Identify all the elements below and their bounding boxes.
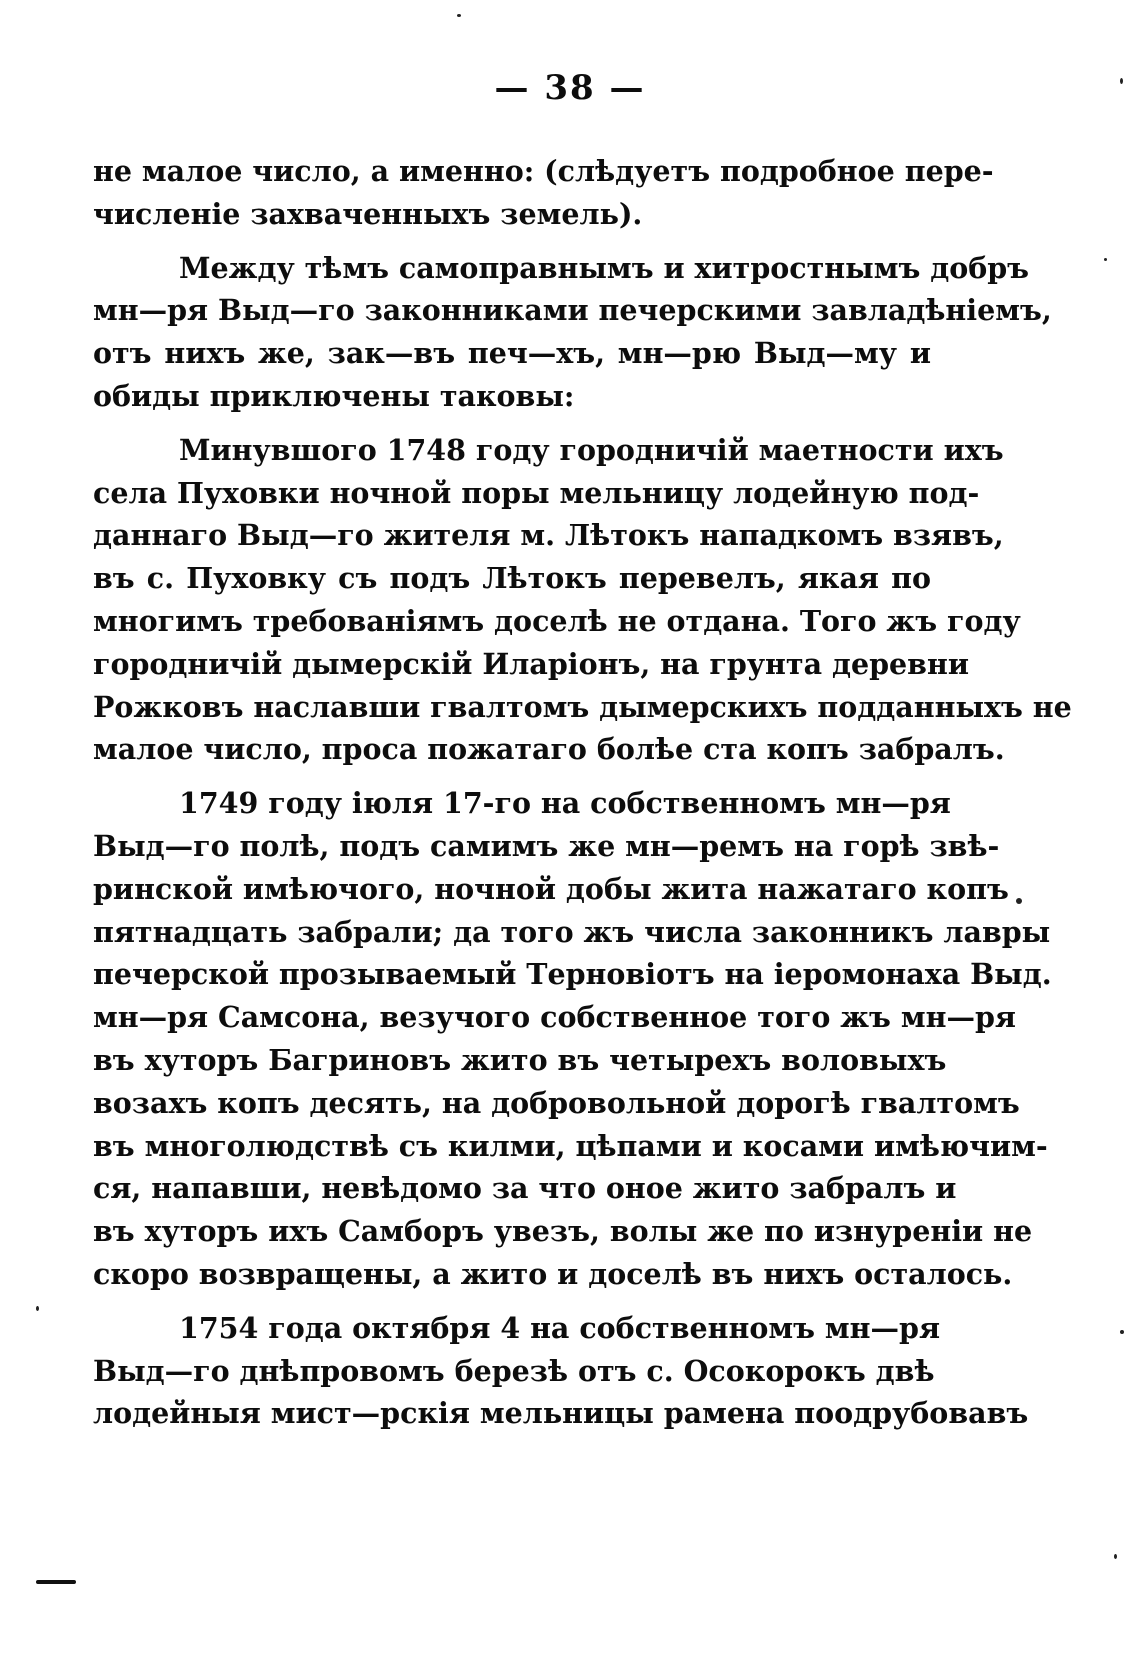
text-line: въ хуторъ ихъ Самборъ увезъ, волы же по изнуреніи не — [93, 1214, 1033, 1249]
page-number: — 38 — — [494, 68, 646, 108]
text-line: 1754 года октября 4 на собственномъ мн—ря — [179, 1310, 941, 1345]
text-line: ся, напавши, невѣдомо за что оное жито забралъ и — [93, 1171, 957, 1206]
text-line: въ хуторъ Багриновъ жито въ четырехъ воловыхъ — [93, 1042, 947, 1077]
text-line: Рожковъ наславши гвалтомъ дымерскихъ подданныхъ не — [93, 689, 1072, 724]
text-line: отъ нихъ же, зак—въ печ—хъ, мн—рю Выд—му и — [93, 336, 931, 371]
scan-speck — [1114, 1554, 1117, 1559]
text-line: Минувшого 1748 году городничій маетности ихъ — [179, 432, 1004, 467]
text-line: села Пуховки ночной поры мельницу лодейную под- — [93, 475, 980, 510]
text-line: мн—ря Выд—го законниками печерскими завладѣніемъ, — [93, 293, 1052, 328]
paragraph-1 — [93, 150, 994, 236]
scan-speck — [1104, 258, 1107, 261]
text-line: въ многолюдствѣ съ килми, цѣпами и косами имѣючим- — [93, 1128, 1048, 1163]
text-line: численіе захваченныхъ земель). — [93, 196, 643, 231]
scan-speck — [1120, 78, 1123, 84]
scan-speck — [457, 14, 461, 17]
scan-speck — [1120, 1330, 1124, 1334]
text-line: Выд—го полѣ, подъ самимъ же мн—ремъ на горѣ звѣ- — [93, 828, 1000, 863]
margin-mark — [36, 1580, 76, 1584]
text-line: многимъ требованіямъ доселѣ не отдана. Того жъ году — [93, 603, 1021, 638]
paragraph-3 — [93, 429, 1072, 771]
paragraph-2 — [93, 247, 1052, 418]
paragraph-5 — [93, 1307, 1029, 1435]
body-text — [93, 150, 1072, 1446]
text-line: малое число, проса пожатаго болѣе ста копъ забралъ. — [93, 732, 1005, 767]
text-line: пятнадцать забрали; да того жъ числа законникъ лавры — [93, 914, 1051, 949]
text-line: скоро возвращены, а жито и доселѣ въ нихъ осталось. — [93, 1256, 1013, 1291]
text-line: не малое число, а именно: (слѣдуетъ подробное пере- — [93, 154, 994, 188]
text-line: возахъ копъ десять, на добровольной дорогѣ гвалтомъ — [93, 1085, 1020, 1120]
scan-speck — [36, 1306, 39, 1311]
text-line: лодейныя мист—рскія мельницы рамена поодрубовавъ — [93, 1396, 1029, 1431]
text-line: въ с. Пуховку съ подъ Лѣтокъ перевелъ, якая по — [93, 561, 931, 596]
text-line: Выд—го днѣпровомъ березѣ отъ с. Осокорокъ двѣ — [93, 1353, 935, 1388]
text-line: мн—ря Самсона, везучого собственное того жъ мн—ря — [93, 1000, 1016, 1035]
text-line: печерской прозываемый Терновіотъ на іеромонаха Выд. — [93, 957, 1052, 992]
text-line: даннаго Выд—го жителя м. Лѣтокъ нападкомъ взявъ, — [93, 518, 1004, 553]
text-line: 1749 году іюля 17-го на собственномъ мн—ря — [179, 786, 951, 821]
scan-speck — [1016, 898, 1022, 904]
text-line: обиды приключены таковы: — [93, 378, 575, 413]
paragraph-4 — [93, 782, 1052, 1296]
text-line: Между тѣмъ самоправнымъ и хитростнымъ добръ — [179, 250, 1030, 285]
text-line: городничій дымерскій Иларіонъ, на грунта деревни — [93, 646, 969, 681]
text-line: ринской имѣючого, ночной добы жита нажатаго копъ — [93, 871, 1009, 906]
